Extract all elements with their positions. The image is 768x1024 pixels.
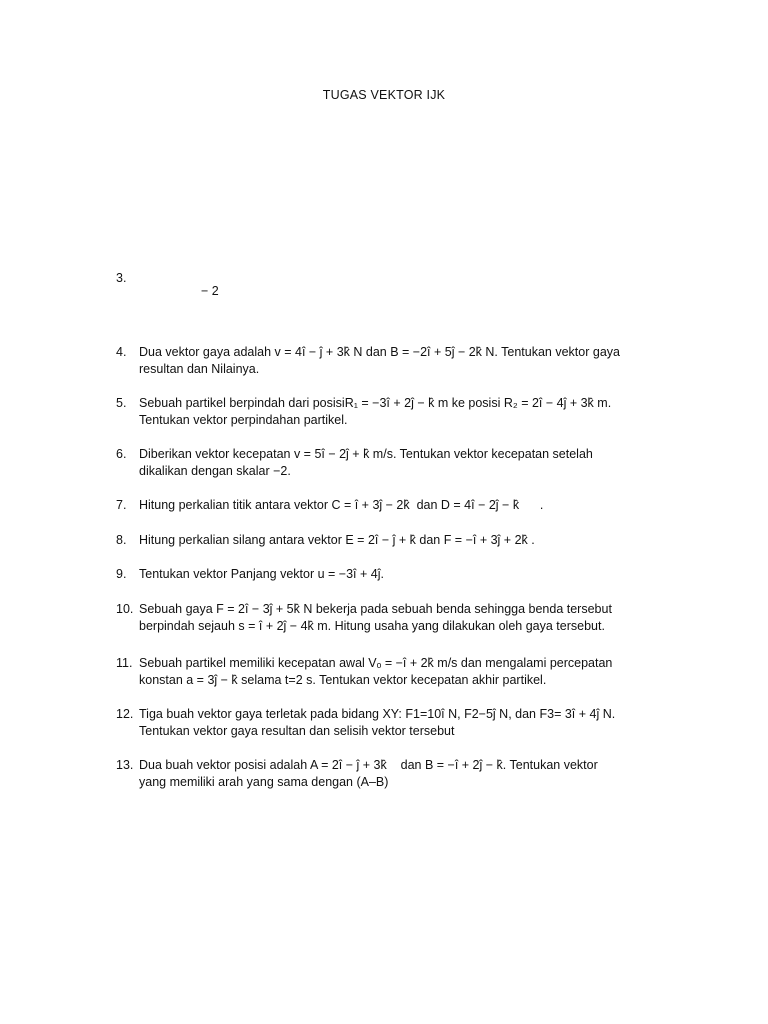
item-line-2: dikalikan dengan skalar −2. bbox=[139, 464, 291, 478]
item-line-1: Sebuah partikel memiliki kecepatan awal Vₒ = −î + 2k̂ m/s dan mengalami percepatan bbox=[139, 656, 613, 670]
item-number: 4. bbox=[116, 345, 127, 359]
item-line-2: konstan a = 3ĵ − k̂ selama t=2 s. Tentukan vektor kecepatan akhir partikel. bbox=[139, 673, 547, 687]
item-line-1: Diberikan vektor kecepatan v = 5î − 2ĵ + k̂ m/s. Tentukan vektor kecepatan setelah bbox=[139, 447, 593, 461]
item-number: 11. bbox=[116, 656, 133, 670]
item-line-1: Tiga buah vektor gaya terletak pada bidang XY: F1=10î N, F2−5ĵ N, dan F3= 3î + 4ĵ N. bbox=[139, 707, 616, 721]
item-line-1: Hitung perkalian silang antara vektor E = 2î − ĵ + k̂ dan F = −î + 3ĵ + 2k̂ . bbox=[139, 533, 535, 547]
item-line-1: Tentukan vektor Panjang vektor u = −3î + 4ĵ. bbox=[139, 567, 384, 581]
item-line-1: Dua vektor gaya adalah v = 4î − ĵ + 3k̂ N dan B = −2î + 5ĵ − 2k̂ N. Tentukan vektor gaya bbox=[139, 345, 620, 359]
item-number: 13. bbox=[116, 758, 134, 772]
item-number: 6. bbox=[116, 447, 127, 461]
item-number: 7. bbox=[116, 498, 127, 512]
item-line-1: Hitung perkalian titik antara vektor C = î + 3ĵ − 2k̂ dan D = 4î − 2ĵ − k̂ . bbox=[139, 498, 544, 512]
item-number: 3. bbox=[116, 271, 127, 285]
item-number: 9. bbox=[116, 567, 127, 581]
item-line-1: Sebuah partikel berpindah dari posisiR₁ = −3î + 2ĵ − k̂ m ke posisi R₂ = 2î − 4ĵ + 3k̂ m. bbox=[139, 396, 612, 410]
item-line-2: berpindah sejauh s = î + 2ĵ − 4k̂ m. Hitung usaha yang dilakukan oleh gaya tersebut. bbox=[139, 619, 605, 633]
item-line-2: resultan dan Nilainya. bbox=[139, 362, 260, 376]
item-number: 12. bbox=[116, 707, 134, 721]
item-number: 8. bbox=[116, 533, 127, 547]
item-line-2: Tentukan vektor gaya resultan dan selisih vektor tersebut bbox=[139, 724, 455, 738]
item-line-1: Sebuah gaya F = 2î − 3ĵ + 5k̂ N bekerja pada sebuah benda sehingga benda tersebut bbox=[139, 602, 612, 616]
stray-value: − 2 bbox=[201, 284, 219, 298]
item-number: 10. bbox=[116, 602, 134, 616]
item-line-1: Dua buah vektor posisi adalah A = 2î − ĵ + 3k̂ dan B = −î + 2ĵ − k̂. Tentukan vektor bbox=[139, 758, 598, 772]
document-title: TUGAS VEKTOR IJK bbox=[322, 88, 446, 102]
item-line-2: yang memiliki arah yang sama dengan (A–B) bbox=[139, 775, 389, 789]
item-number: 5. bbox=[116, 396, 127, 410]
item-line-2: Tentukan vektor perpindahan partikel. bbox=[139, 413, 348, 427]
